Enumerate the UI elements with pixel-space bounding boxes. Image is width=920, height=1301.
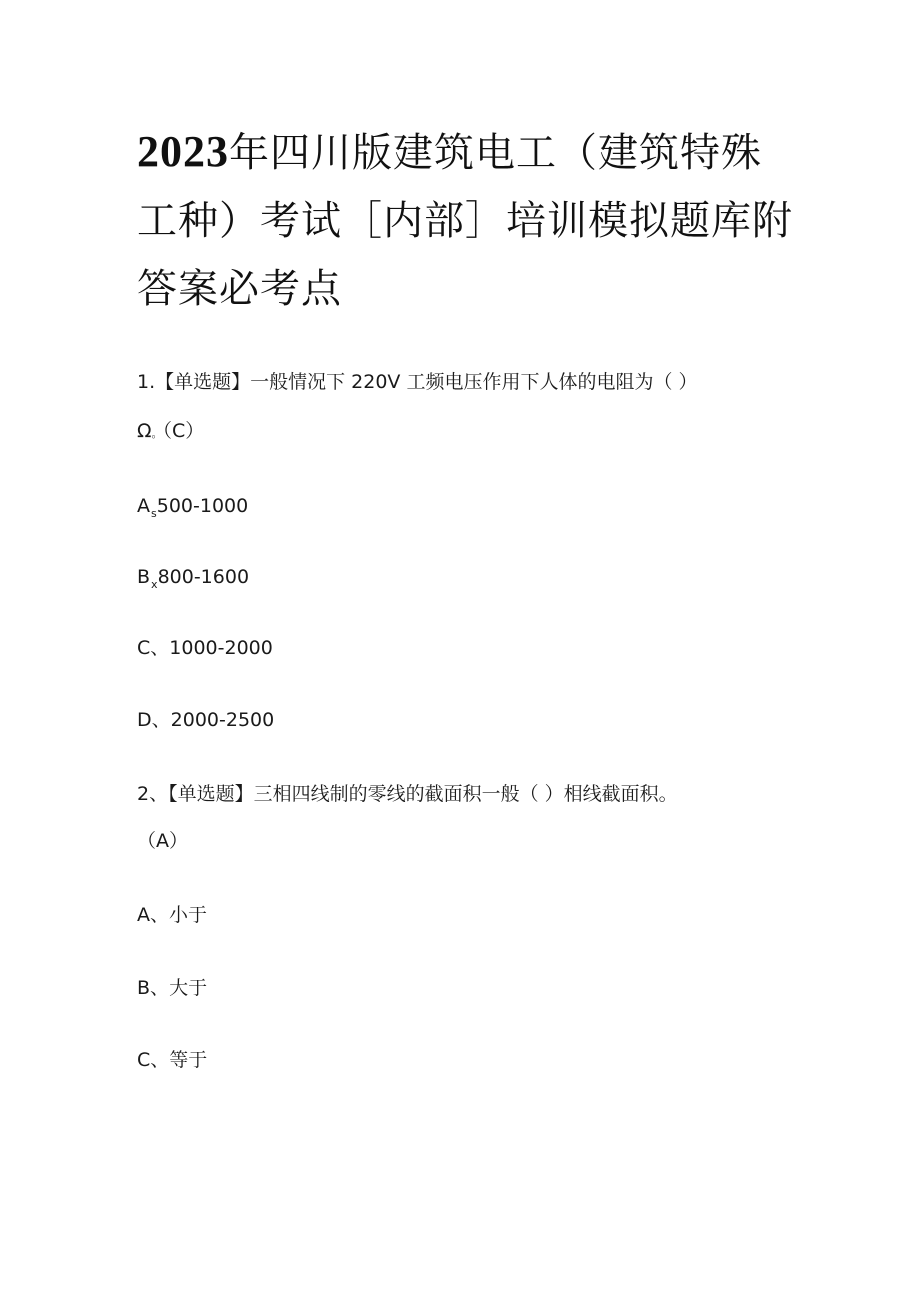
question-1-option-b (137, 565, 249, 592)
question-1-option-a (137, 494, 248, 521)
option-separator: 、 (150, 904, 170, 926)
question-1-stem: 1.【单选题】一般情况下 220V 工频电压作用下人体的电阻为（ ） (137, 371, 698, 393)
option-letter: B (137, 566, 151, 588)
document-title (137, 118, 797, 323)
question-2-answer: （A） (137, 830, 188, 852)
option-letter: B (137, 977, 151, 999)
option-separator: 、 (150, 637, 170, 659)
option-separator: 、 (151, 709, 171, 731)
question-1-unit: Ω (137, 420, 152, 442)
option-letter: A (137, 904, 150, 926)
option-text: 800-1600 (157, 566, 250, 588)
option-letter: C (137, 1049, 151, 1071)
question-2-stem: 2、【单选题】三相四线制的零线的截面积一般（ ）相线截面积。 (137, 783, 678, 805)
option-separator: 、 (150, 977, 170, 999)
question-2-option-b (137, 976, 207, 1000)
option-text: 大于 (169, 977, 208, 999)
option-text: 小于 (169, 904, 208, 926)
option-text: 等于 (169, 1049, 208, 1071)
option-separator: s (151, 507, 157, 520)
option-separator: x (151, 578, 158, 591)
option-text: 1000-2000 (169, 637, 273, 659)
question-1-option-c (137, 636, 273, 660)
question-1-period: 。 (151, 427, 163, 440)
question-2-option-a (137, 903, 207, 927)
option-text: 2000-2500 (170, 709, 275, 731)
option-letter: C (137, 637, 151, 659)
option-text: 500-1000 (156, 495, 249, 517)
option-letter: D (137, 709, 152, 731)
question-2-option-c (137, 1048, 207, 1072)
question-1-stem-continued (137, 419, 204, 446)
option-letter: A (137, 495, 150, 517)
title-year: 2023 (137, 127, 229, 176)
question-1-answer: （C） (162, 420, 205, 442)
option-separator: 、 (150, 1049, 170, 1071)
title-text: 年四川版建筑电工（建筑特殊工种）考试［内部］培训模拟题库附答案必考点 (137, 130, 793, 312)
question-1-option-d (137, 708, 274, 732)
